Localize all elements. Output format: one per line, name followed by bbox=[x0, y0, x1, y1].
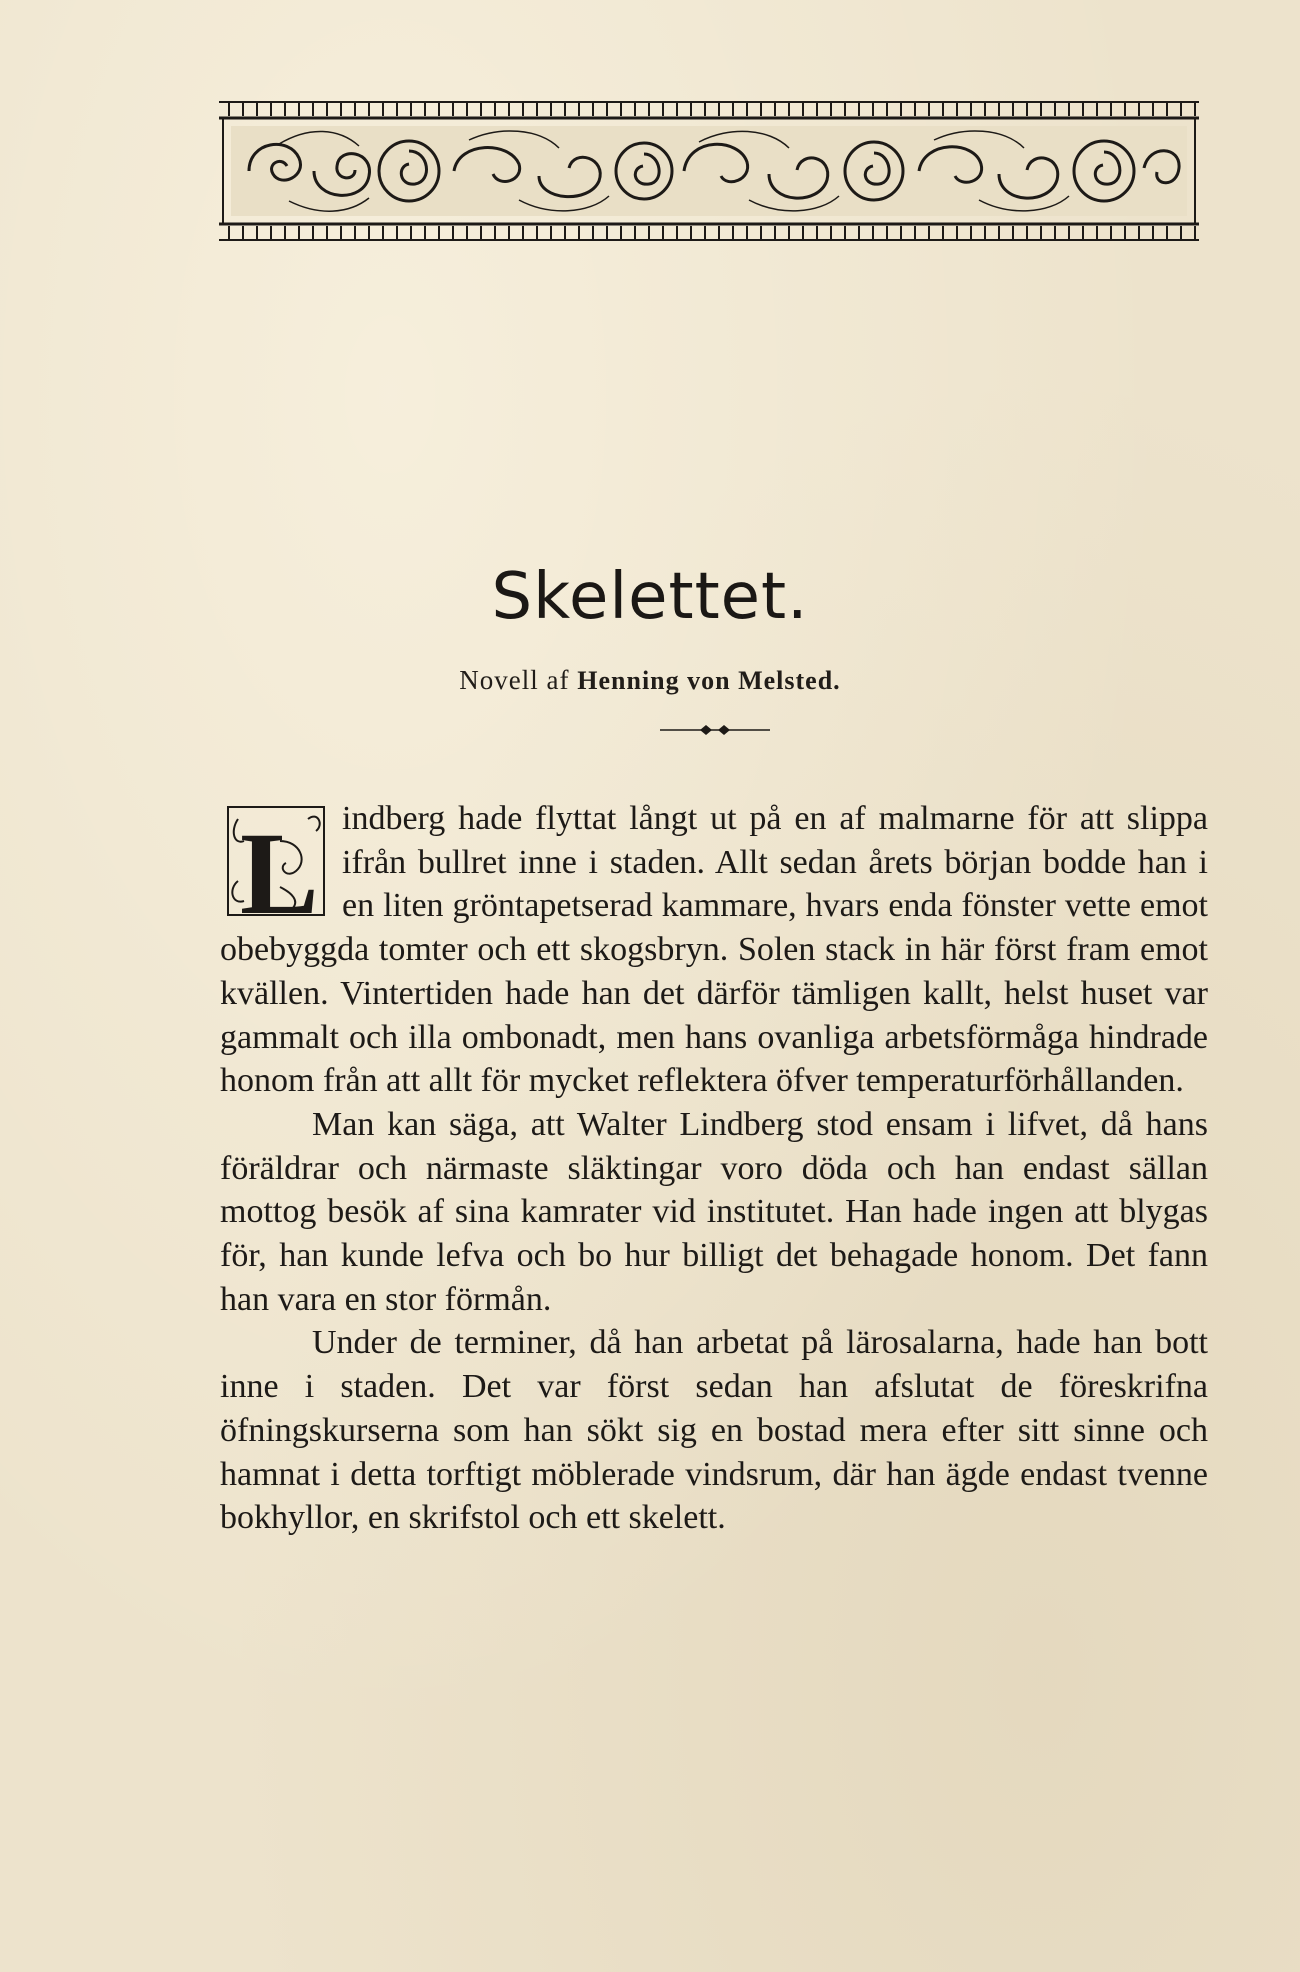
paragraph-3: Under de terminer, då han arbetat på lärosalarna, hade han bott inne i staden. Det var först sedan han afslutat de föreskrifna öfningskurserna som han sökt sig en bostad mera efter sitt sinne och hamnat i detta torftigt möblerade vindsrum, där han ägde endast tvenne bokhyllor, en skrifstol och ett skelett. bbox=[220, 1324, 1208, 1537]
article-body bbox=[220, 797, 1208, 1540]
scroll-ornament-icon bbox=[219, 96, 1199, 246]
subtitle-prefix: Novell af bbox=[459, 665, 570, 695]
paragraph-2: Man kan säga, att Walter Lindberg stod ensam i lifvet, då hans föräldrar och närmaste släktingar voro döda och han endast sällan mottog besök af sina kamrater vid institutet. Han hade ingen att blygas för, han kunde lefva och bo hur billigt det behagade honom. Det fann han vara en stor förmån. bbox=[220, 1105, 1208, 1318]
article-title: Skelettet. bbox=[491, 560, 809, 634]
ornamental-divider-icon bbox=[660, 720, 770, 740]
author-name: Henning von Melsted. bbox=[577, 666, 841, 695]
dropcap-letter: L bbox=[240, 808, 319, 925]
article-subtitle bbox=[0, 665, 1300, 696]
dropcap-letter-icon bbox=[220, 801, 332, 925]
paragraph-1-text: indberg hade flyttat långt ut på en af malmarne för att slippa ifrån bullret inne i staden. Allt sedan årets början bodde han i en liten gröntapetserad kammare, hvars enda fönster vette emot obebyggda tomter och ett skogsbryn. Solen stack in här först fram emot kvällen. Vintertiden hade han det därför tämligen kallt, helst huset var gammalt och illa ombonadt, men hans ovanliga arbetsförmåga hindrade honom från att allt för mycket reflektera öfver temperaturförhållanden. bbox=[220, 800, 1208, 1100]
paragraph-1 bbox=[220, 797, 1208, 1103]
